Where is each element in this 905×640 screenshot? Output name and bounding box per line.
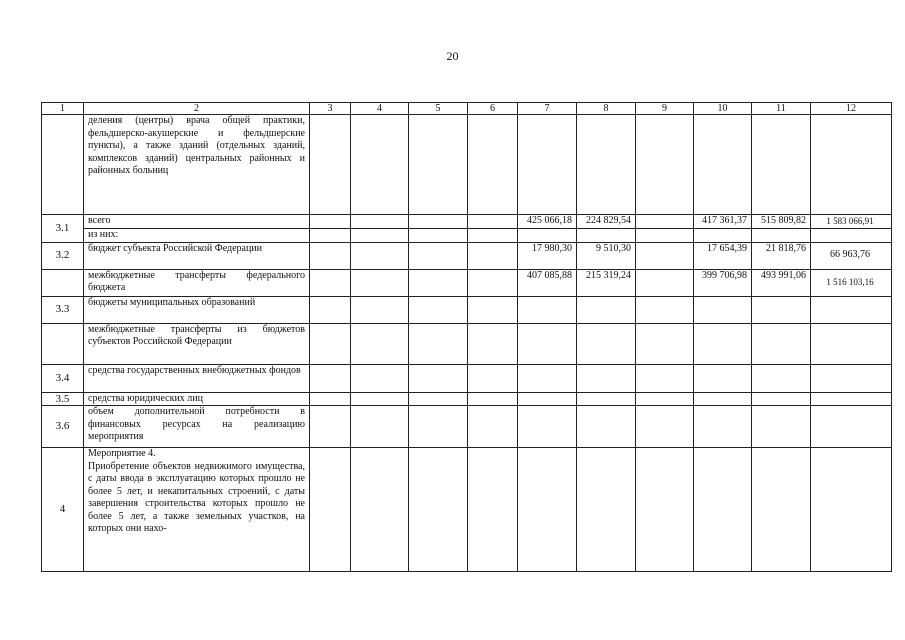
empty-cell bbox=[310, 392, 351, 406]
empty-cell bbox=[636, 296, 694, 323]
empty-cell bbox=[752, 406, 811, 448]
empty-cell bbox=[577, 364, 636, 392]
row-number-cell: 3.5 bbox=[42, 392, 84, 406]
value-cell: 1 516 103,16 bbox=[811, 269, 892, 296]
empty-cell bbox=[409, 392, 468, 406]
table-row bbox=[42, 229, 892, 243]
empty-cell bbox=[694, 406, 752, 448]
table-row bbox=[42, 406, 892, 448]
row-description: межбюджетные трансферты из бюджетов субъектов Российской Федерации bbox=[84, 323, 310, 364]
row-description: бюджет субъекта Российской Федерации bbox=[84, 242, 310, 269]
empty-cell bbox=[409, 296, 468, 323]
empty-cell bbox=[310, 364, 351, 392]
empty-cell bbox=[518, 364, 577, 392]
column-header: 4 bbox=[351, 103, 409, 115]
value-cell: 66 963,76 bbox=[811, 242, 892, 269]
value-cell: 215 319,24 bbox=[577, 269, 636, 296]
empty-cell bbox=[811, 364, 892, 392]
empty-cell bbox=[351, 364, 409, 392]
column-number-row bbox=[42, 103, 892, 115]
row-description bbox=[84, 448, 310, 572]
empty-cell bbox=[351, 229, 409, 243]
empty-cell bbox=[351, 215, 409, 229]
empty-cell bbox=[468, 115, 518, 215]
empty-cell bbox=[468, 269, 518, 296]
empty-cell bbox=[577, 115, 636, 215]
empty-cell bbox=[468, 215, 518, 229]
empty-cell bbox=[351, 242, 409, 269]
empty-cell bbox=[351, 269, 409, 296]
empty-cell bbox=[636, 406, 694, 448]
empty-cell bbox=[409, 115, 468, 215]
empty-cell bbox=[310, 215, 351, 229]
value-cell: 493 991,06 bbox=[752, 269, 811, 296]
value-cell: 1 583 066,91 bbox=[811, 215, 892, 229]
value-cell: 407 085,88 bbox=[518, 269, 577, 296]
empty-cell bbox=[351, 406, 409, 448]
column-header: 11 bbox=[752, 103, 811, 115]
empty-cell bbox=[351, 323, 409, 364]
column-header: 8 bbox=[577, 103, 636, 115]
empty-cell bbox=[310, 296, 351, 323]
empty-cell bbox=[351, 296, 409, 323]
column-header: 10 bbox=[694, 103, 752, 115]
empty-cell bbox=[811, 406, 892, 448]
empty-cell bbox=[694, 323, 752, 364]
empty-cell bbox=[811, 115, 892, 215]
empty-cell bbox=[468, 364, 518, 392]
row-number-cell: 3.4 bbox=[42, 364, 84, 392]
empty-cell bbox=[811, 392, 892, 406]
empty-cell bbox=[409, 229, 468, 243]
table-row bbox=[42, 115, 892, 215]
table-row bbox=[42, 392, 892, 406]
empty-cell bbox=[468, 406, 518, 448]
empty-cell bbox=[752, 115, 811, 215]
budget-table bbox=[41, 102, 892, 572]
empty-cell bbox=[577, 323, 636, 364]
empty-cell bbox=[518, 115, 577, 215]
empty-cell bbox=[310, 115, 351, 215]
column-header: 12 bbox=[811, 103, 892, 115]
empty-cell bbox=[694, 229, 752, 243]
row-number-cell bbox=[42, 269, 84, 296]
value-cell: 399 706,98 bbox=[694, 269, 752, 296]
value-cell: 17 654,39 bbox=[694, 242, 752, 269]
empty-cell bbox=[518, 406, 577, 448]
empty-cell bbox=[518, 448, 577, 572]
empty-cell bbox=[310, 242, 351, 269]
value-cell: 425 066,18 bbox=[518, 215, 577, 229]
empty-cell bbox=[310, 269, 351, 296]
empty-cell bbox=[811, 296, 892, 323]
empty-cell bbox=[636, 229, 694, 243]
empty-cell bbox=[351, 115, 409, 215]
row-description: межбюджетные трансферты федерального бюджета bbox=[84, 269, 310, 296]
empty-cell bbox=[752, 229, 811, 243]
empty-cell bbox=[409, 269, 468, 296]
column-header: 3 bbox=[310, 103, 351, 115]
empty-cell bbox=[636, 323, 694, 364]
empty-cell bbox=[636, 215, 694, 229]
value-cell: 224 829,54 bbox=[577, 215, 636, 229]
row-description: деления (центры) врача общей практики, фельдшерско-акушерские и фельдшерские пункты), а также зданий (отдельных зданий, комплексов зданий) центральных районных и районных больниц bbox=[84, 115, 310, 215]
empty-cell bbox=[577, 406, 636, 448]
empty-cell bbox=[752, 296, 811, 323]
row-description: из них: bbox=[84, 229, 310, 243]
row-description: объем дополнительной потребности в финансовых ресурсах на реализацию мероприятия bbox=[84, 406, 310, 448]
empty-cell bbox=[694, 392, 752, 406]
empty-cell bbox=[468, 242, 518, 269]
column-header: 6 bbox=[468, 103, 518, 115]
empty-cell bbox=[811, 448, 892, 572]
empty-cell bbox=[310, 406, 351, 448]
empty-cell bbox=[752, 392, 811, 406]
empty-cell bbox=[752, 448, 811, 572]
empty-cell bbox=[636, 115, 694, 215]
row-description: средства государственных внебюджетных фондов bbox=[84, 364, 310, 392]
column-header: 1 bbox=[42, 103, 84, 115]
table-row bbox=[42, 269, 892, 296]
value-cell: 417 361,37 bbox=[694, 215, 752, 229]
empty-cell bbox=[310, 448, 351, 572]
column-header: 2 bbox=[84, 103, 310, 115]
empty-cell bbox=[636, 364, 694, 392]
row-description: бюджеты муниципальных образований bbox=[84, 296, 310, 323]
empty-cell bbox=[409, 215, 468, 229]
empty-cell bbox=[752, 364, 811, 392]
empty-cell bbox=[351, 392, 409, 406]
column-header: 5 bbox=[409, 103, 468, 115]
column-header: 7 bbox=[518, 103, 577, 115]
empty-cell bbox=[468, 296, 518, 323]
empty-cell bbox=[636, 392, 694, 406]
empty-cell bbox=[518, 229, 577, 243]
value-cell: 515 809,82 bbox=[752, 215, 811, 229]
row-number-cell: 3.2 bbox=[42, 242, 84, 269]
measure-text: Приобретение объектов недвижимого имущества, с даты ввода в эксплуатацию которых прошло не более 5 лет, и некапитальных строений, с даты завершения строительства которых прошло не более 5 лет, а также земельных участков, на которых они нахо- bbox=[88, 460, 305, 534]
empty-cell bbox=[409, 242, 468, 269]
empty-cell bbox=[636, 448, 694, 572]
empty-cell bbox=[310, 323, 351, 364]
empty-cell bbox=[518, 392, 577, 406]
row-number-cell: 3.6 bbox=[42, 406, 84, 448]
table-row bbox=[42, 364, 892, 392]
row-number-cell: 3.1 bbox=[42, 215, 84, 243]
empty-cell bbox=[468, 392, 518, 406]
value-cell: 21 818,76 bbox=[752, 242, 811, 269]
table-row bbox=[42, 296, 892, 323]
empty-cell bbox=[518, 296, 577, 323]
table-row bbox=[42, 323, 892, 364]
table-row bbox=[42, 215, 892, 229]
empty-cell bbox=[694, 296, 752, 323]
empty-cell bbox=[694, 115, 752, 215]
empty-cell bbox=[577, 229, 636, 243]
row-number-cell bbox=[42, 115, 84, 215]
column-header: 9 bbox=[636, 103, 694, 115]
row-number-cell: 3.3 bbox=[42, 296, 84, 323]
empty-cell bbox=[577, 448, 636, 572]
value-cell: 17 980,30 bbox=[518, 242, 577, 269]
empty-cell bbox=[409, 364, 468, 392]
table-row bbox=[42, 242, 892, 269]
empty-cell bbox=[351, 448, 409, 572]
value-cell: 9 510,30 bbox=[577, 242, 636, 269]
measure-title: Мероприятие 4. bbox=[88, 448, 156, 459]
empty-cell bbox=[518, 323, 577, 364]
empty-cell bbox=[577, 296, 636, 323]
empty-cell bbox=[752, 323, 811, 364]
row-description: средства юридических лиц bbox=[84, 392, 310, 406]
empty-cell bbox=[409, 406, 468, 448]
empty-cell bbox=[811, 229, 892, 243]
empty-cell bbox=[811, 323, 892, 364]
empty-cell bbox=[577, 392, 636, 406]
empty-cell bbox=[694, 448, 752, 572]
page-number: 20 bbox=[446, 49, 459, 63]
row-number-cell: 4 bbox=[42, 448, 84, 572]
empty-cell bbox=[409, 448, 468, 572]
empty-cell bbox=[468, 323, 518, 364]
empty-cell bbox=[468, 448, 518, 572]
empty-cell bbox=[636, 242, 694, 269]
row-description: всего bbox=[84, 215, 310, 229]
empty-cell bbox=[310, 229, 351, 243]
empty-cell bbox=[636, 269, 694, 296]
empty-cell bbox=[694, 364, 752, 392]
empty-cell bbox=[409, 323, 468, 364]
table-row bbox=[42, 448, 892, 572]
empty-cell bbox=[468, 229, 518, 243]
row-number-cell bbox=[42, 323, 84, 364]
